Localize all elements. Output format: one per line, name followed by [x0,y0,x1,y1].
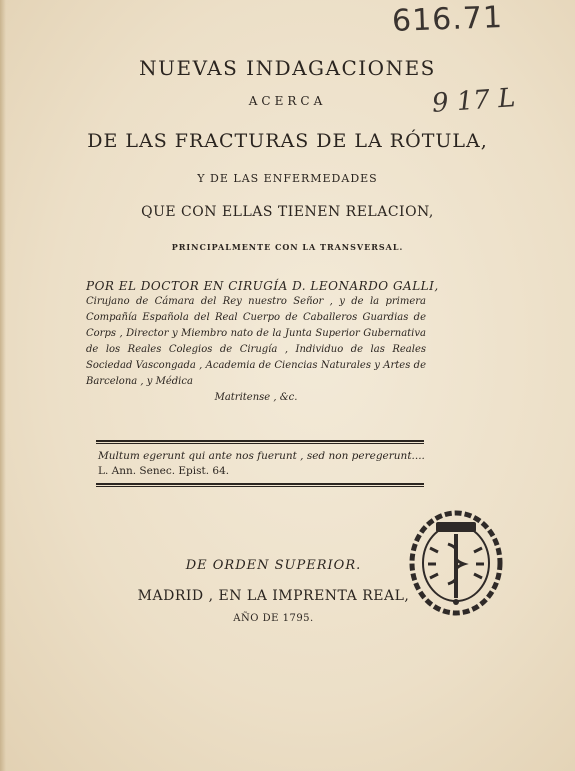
epigraph-rule-bottom [96,483,424,487]
library-stamp-icon [408,508,504,618]
imprint-orden: DE ORDEN SUPERIOR. [185,558,362,573]
title-transversal: PRINCIPALMENTE CON LA TRANSVERSAL. [171,242,404,252]
author-credentials-end: Matritense , &c. [214,392,298,403]
epigraph-citation: L. Ann. Senec. Epist. 64. [98,465,230,477]
handwritten-note: 9 17 L [431,83,517,119]
title-enfermedades: Y DE LAS ENFERMEDADES [197,172,378,185]
epigraph-rule-top [96,440,424,444]
shelfmark-handwritten: 616.71 [391,0,504,39]
imprint-year: AÑO DE 1795. [233,613,314,624]
author-line: POR EL DOCTOR EN CIRUGÍA D. LEONARDO GALLI, [86,279,439,293]
epigraph [98,449,428,479]
title-fracturas: DE LAS FRACTURAS DE LA RÓTULA, [87,130,488,152]
author-block [86,278,439,406]
author-credentials: Cirujano de Cámara del Rey nuestro Señor , y de la primera Compañía Española del Real Cuerpo de Caballeros Guardias de Corps , Director y Miembro nato de la Junta Superior Gubernativa de los Reales Colegios de Cirugía , Individuo de las Reales Sociedad Vascongada , Academia de Ciencias Naturales y Artes de Barcelona , y Médica [86,296,426,387]
page-edge-shadow [0,0,6,771]
title-relacion: QUE CON ELLAS TIENEN RELACION, [141,204,434,220]
imprint-place: MADRID , EN LA IMPRENTA REAL, [137,588,410,604]
epigraph-quote: Multum egerunt qui ante nos fuerunt , sed non peregerunt.... [98,450,425,462]
title-main: NUEVAS INDAGACIONES [139,56,436,80]
title-acerca: ACERCA [248,94,327,108]
